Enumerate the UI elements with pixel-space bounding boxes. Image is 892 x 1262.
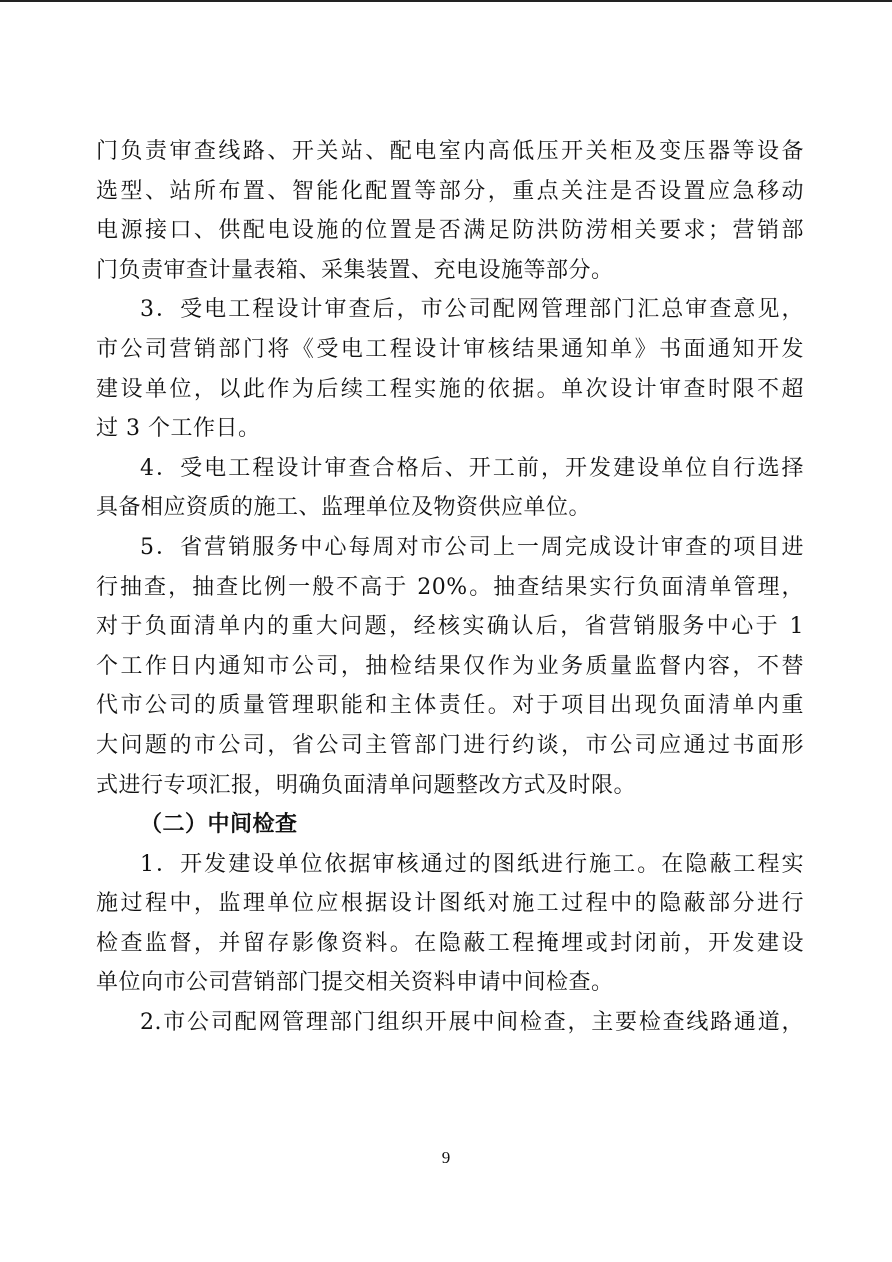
text-line: 选型、站所布置、智能化配置等部分，重点关注是否设置应急移动	[96, 178, 804, 204]
text-line: 门负责审查计量表箱、采集装置、充电设施等部分。	[96, 257, 614, 283]
text-line: 检查监督，并留存影像资料。在隐蔽工程掩埋或封闭前，开发建设	[96, 930, 804, 956]
text-line: 个工作日内通知市公司，抽检结果仅作为业务质量监督内容，不替	[96, 653, 804, 679]
text-line: 3．受电工程设计审查后，市公司配网管理部门汇总审查意见，	[140, 297, 804, 323]
page-number: 9	[441, 1148, 451, 1167]
text-line: 式进行专项汇报，明确负面清单问题整改方式及时限。	[96, 772, 637, 798]
text-line: 建设单位，以此作为后续工程实施的依据。单次设计审查时限不超	[96, 376, 804, 402]
text-line: 单位向市公司营销部门提交相关资料申请中间检查。	[96, 970, 614, 996]
section-heading: （二）中间检查	[140, 812, 298, 838]
text-line: 1．开发建设单位依据审核通过的图纸进行施工。在隐蔽工程实	[140, 851, 804, 877]
text-line: 大问题的市公司，省公司主管部门进行约谈，市公司应通过书面形	[96, 732, 804, 758]
text-line: 行抽查，抽查比例一般不高于 20%。抽查结果实行负面清单管理，	[96, 574, 804, 600]
document-body	[96, 132, 804, 1043]
text-line: 电源接口、供配电设施的位置是否满足防洪防涝相关要求；营销部	[96, 218, 804, 244]
page-top-border	[0, 0, 892, 2]
text-line: 过 3 个工作日。	[96, 416, 261, 442]
text-line: 对于负面清单内的重大问题，经核实确认后，省营销服务中心于 1	[96, 614, 804, 640]
text-line: 具备相应资质的施工、监理单位及物资供应单位。	[96, 495, 592, 521]
text-line: 5．省营销服务中心每周对市公司上一周完成设计审查的项目进	[140, 534, 804, 560]
text-line: 2.市公司配网管理部门组织开展中间检查，主要检查线路通道，	[140, 1010, 804, 1036]
text-line: 门负责审查线路、开关站、配电室内高低压开关柜及变压器等设备	[96, 139, 804, 164]
text-line: 市公司营销部门将《受电工程设计审核结果通知单》书面通知开发	[96, 336, 804, 362]
text-line: 施过程中，监理单位应根据设计图纸对施工过程中的隐蔽部分进行	[96, 891, 804, 917]
text-line: 4．受电工程设计审查合格后、开工前，开发建设单位自行选择	[140, 455, 804, 481]
text-line: 代市公司的质量管理职能和主体责任。对于项目出现负面清单内重	[96, 693, 804, 719]
